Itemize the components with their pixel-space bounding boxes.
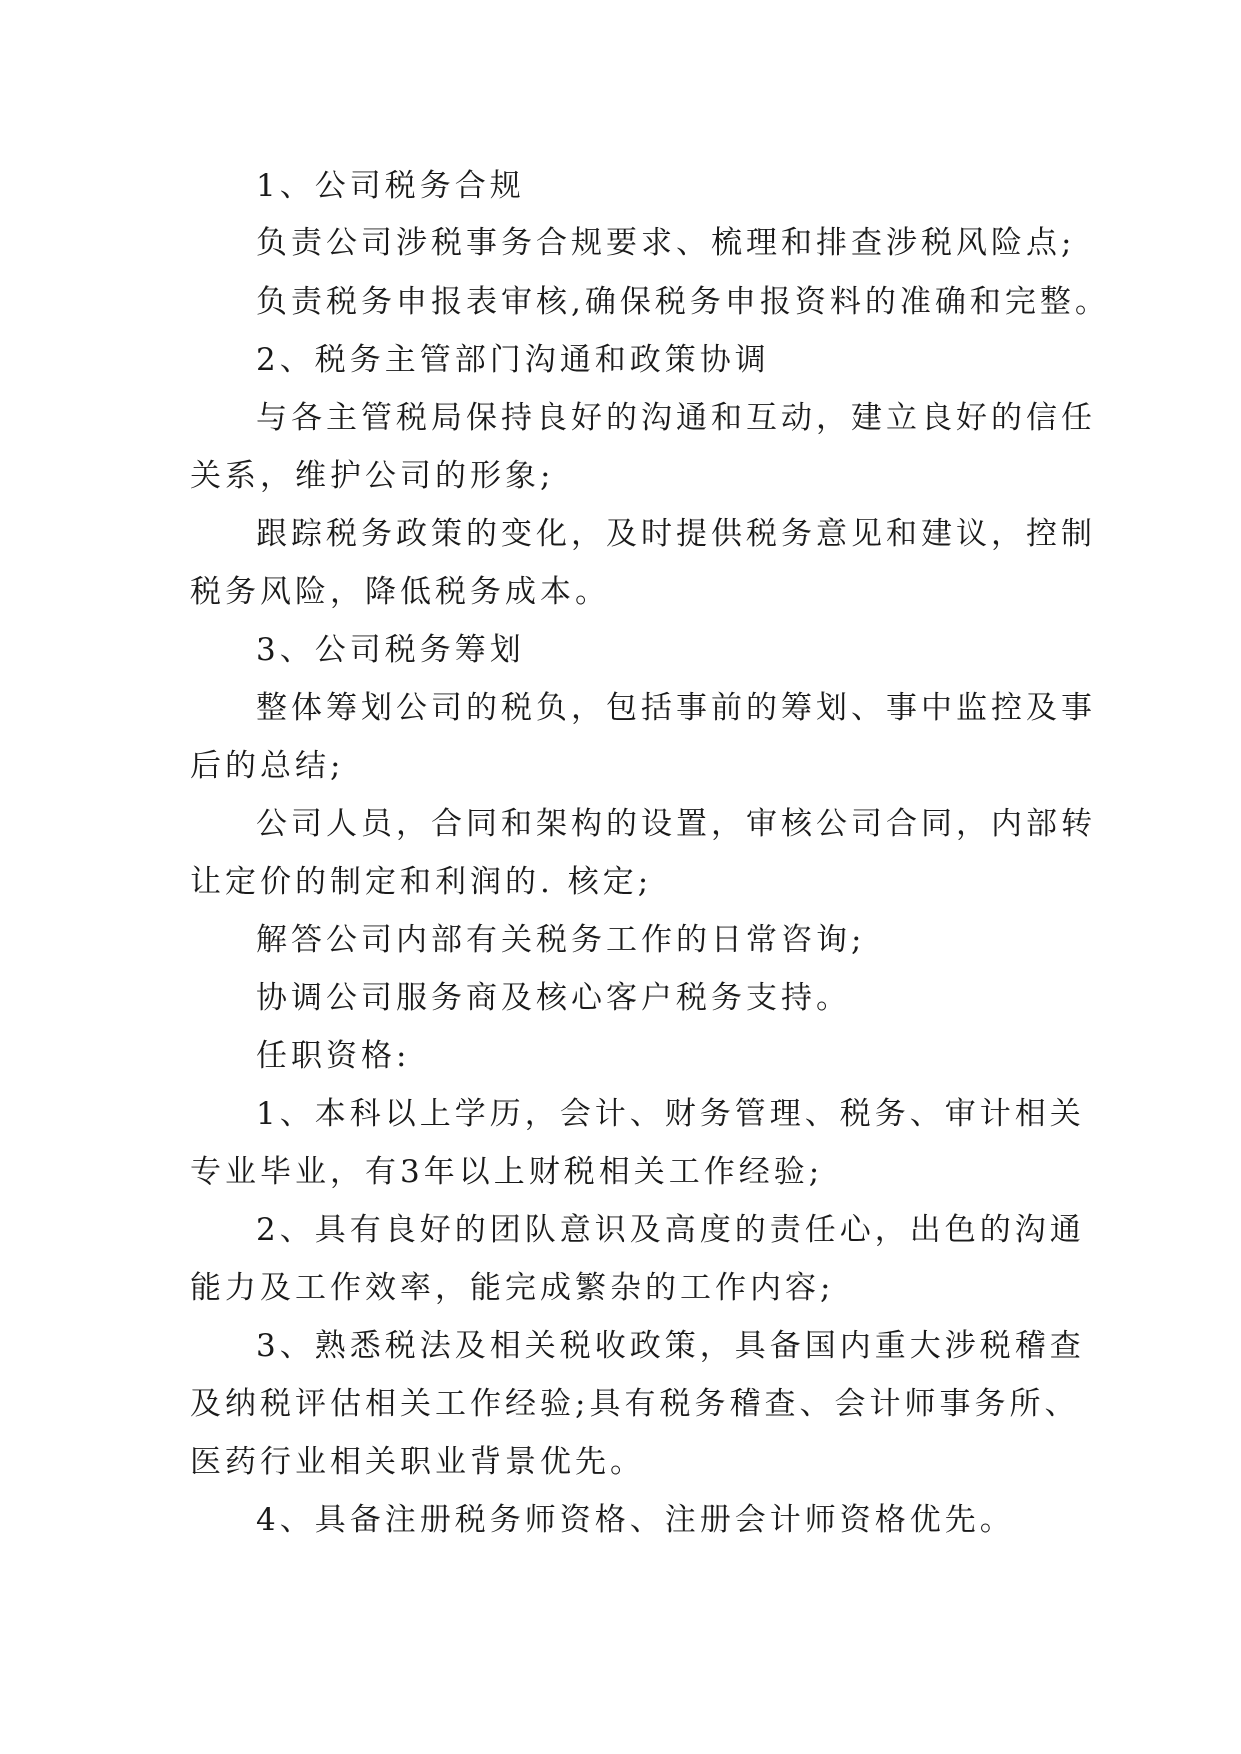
paragraph-line: 1、本科以上学历，会计、财务管理、税务、审计相关: [256, 1096, 1085, 1132]
paragraph-line: 让定价的制定和利润的. 核定;: [190, 864, 653, 900]
paragraph-line: 关系，维护公司的形象;: [190, 458, 555, 494]
paragraph-line: 跟踪税务政策的变化，及时提供税务意见和建议，控制: [256, 516, 1096, 552]
section-heading-policy-coordination: 2、税务主管部门沟通和政策协调: [256, 342, 770, 378]
section-heading-tax-compliance: 1、公司税务合规: [256, 168, 525, 204]
paragraph-line: 医药行业相关职业背景优先。: [190, 1444, 645, 1480]
paragraph-line: 负责公司涉税事务合规要求、梳理和排查涉税风险点;: [256, 225, 1076, 261]
paragraph-line: 解答公司内部有关税务工作的日常咨询;: [256, 922, 866, 958]
paragraph-line: 及纳税评估相关工作经验;具有税务稽查、会计师事务所、: [190, 1386, 1080, 1422]
paragraph-line: 公司人员，合同和架构的设置，审核公司合同，内部转: [256, 806, 1096, 842]
paragraph-line: 协调公司服务商及核心客户税务支持。: [256, 980, 851, 1016]
paragraph-line: 后的总结;: [190, 748, 345, 784]
section-heading-tax-planning: 3、公司税务筹划: [256, 632, 525, 668]
paragraph-line: 与各主管税局保持良好的沟通和互动，建立良好的信任: [256, 400, 1096, 436]
section-heading-qualifications: 任职资格:: [256, 1038, 411, 1074]
paragraph-line: 整体筹划公司的税负，包括事前的筹划、事中监控及事: [256, 690, 1096, 726]
paragraph-line: 税务风险，降低税务成本。: [190, 574, 610, 610]
paragraph-line: 能力及工作效率，能完成繁杂的工作内容;: [190, 1270, 835, 1306]
paragraph-line: 2、具有良好的团队意识及高度的责任心，出色的沟通: [256, 1212, 1085, 1248]
paragraph-line: 4、具备注册税务师资格、注册会计师资格优先。: [256, 1502, 1015, 1538]
paragraph-line: 负责税务申报表审核,确保税务申报资料的准确和完整。: [256, 284, 1110, 320]
paragraph-line: 专业毕业，有3年以上财税相关工作经验;: [190, 1154, 824, 1190]
paragraph-line: 3、熟悉税法及相关税收政策，具备国内重大涉税稽查: [256, 1328, 1085, 1364]
